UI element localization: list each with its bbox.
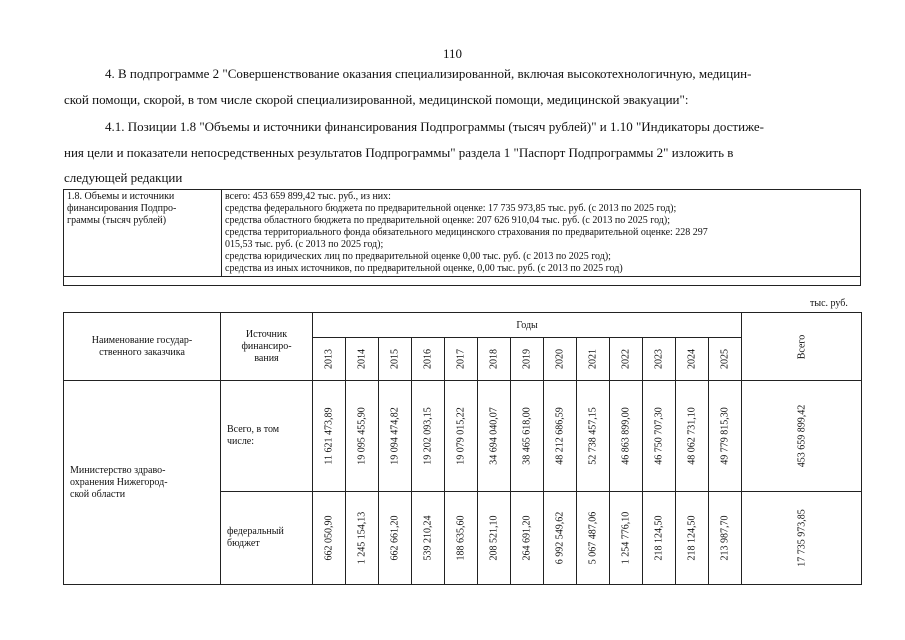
position-label-line: граммы (тысяч рублей) xyxy=(67,215,167,226)
value-cell: 34 694 040,07 xyxy=(478,381,511,492)
total-cell: 453 659 899,42 xyxy=(742,381,862,492)
value-cell: 1 245 154,13 xyxy=(346,492,379,585)
value-cell: 6 992 549,62 xyxy=(544,492,577,585)
year-header: 2021 xyxy=(577,338,610,381)
year-header: 2024 xyxy=(676,338,709,381)
header-years: Годы xyxy=(313,313,742,338)
value-cell: 218 124,50 xyxy=(643,492,676,585)
value-cell: 48 062 731,10 xyxy=(676,381,709,492)
header-source xyxy=(221,313,313,381)
value-cell: 19 095 455,90 xyxy=(346,381,379,492)
source-cell: федеральный бюджет xyxy=(221,492,313,585)
value-cell: 662 661,20 xyxy=(379,492,412,585)
value-cell: 48 212 686,59 xyxy=(544,381,577,492)
customer-line: ской области xyxy=(70,488,126,500)
value-cell: 46 863 899,00 xyxy=(610,381,643,492)
year-header: 2014 xyxy=(346,338,379,381)
value-cell: 5 067 487,06 xyxy=(577,492,610,585)
funding-summary-line: средства из иных источников, по предварительной оценке, 0,00 тыс. руб. (с 2013 по 2025 год) xyxy=(225,263,623,274)
value-cell: 188 635,60 xyxy=(445,492,478,585)
paragraph-1-line-1: 4. В подпрограмме 2 "Совершенствование оказания специализированной, включая высокотехнологичную, медицин- xyxy=(105,66,752,81)
customer-cell xyxy=(64,381,221,585)
funding-table xyxy=(63,312,862,585)
header-customer-line: Наименование государ- xyxy=(91,334,193,346)
funding-summary-line: 015,53 тыс. руб. (с 2013 по 2025 год); xyxy=(225,239,384,250)
value-cell: 208 521,10 xyxy=(478,492,511,585)
value-cell: 662 050,90 xyxy=(313,492,346,585)
value-cell: 38 465 618,00 xyxy=(511,381,544,492)
funding-summary-line: средства юридических лиц по предварительной оценке 0,00 тыс. руб. (с 2013 по 2025 год); xyxy=(225,251,611,262)
funding-summary-line: средства федерального бюджета по предварительной оценке: 17 735 973,85 тыс. руб. (с 2013 по 2025 год); xyxy=(225,203,677,214)
value-cell: 46 750 707,30 xyxy=(643,381,676,492)
value-cell: 11 621 473,89 xyxy=(313,381,346,492)
paragraph-1-line-2: ской помощи, скорой, в том числе скорой специализированной, медицинской помощи, медицинской эвакуации": xyxy=(64,92,689,107)
paragraph-2-line-1: 4.1. Позиции 1.8 "Объемы и источники финансирования Подпрограммы (тысяч рублей)" и 1.10 "Индикаторы достиже- xyxy=(105,119,764,134)
year-header: 2013 xyxy=(313,338,346,381)
header-source-line: Источник xyxy=(245,328,288,340)
value-cell: 52 738 457,15 xyxy=(577,381,610,492)
position-1-8-table xyxy=(63,189,861,286)
year-header: 2015 xyxy=(379,338,412,381)
value-cell: 218 124,50 xyxy=(676,492,709,585)
year-header: 2017 xyxy=(445,338,478,381)
funding-summary-line: средства областного бюджета по предварительной оценке: 207 626 910,04 тыс. руб. (с 2013 по 2025 год); xyxy=(225,215,670,226)
position-content-cell xyxy=(222,190,861,277)
table-row xyxy=(64,381,862,492)
unit-label: тыс. руб. xyxy=(810,298,848,309)
paragraph-2-line-2: ния цели и показатели непосредственных результатов Подпрограммы" раздела 1 "Паспорт Подпрограммы 2" изложить в xyxy=(64,145,734,160)
header-total-text: Всего xyxy=(796,334,808,359)
year-header: 2023 xyxy=(643,338,676,381)
paragraph-2-line-3: следующей редакции xyxy=(64,170,183,185)
position-label-line: финансирования Подпро- xyxy=(67,203,177,214)
position-label-line: 1.8. Объемы и источники xyxy=(67,191,175,202)
funding-summary-line: средства территориального фонда обязательного медицинского страхования по предварительной оценке: 228 297 xyxy=(225,227,708,238)
header-source-line: вания xyxy=(254,352,279,364)
year-header: 2020 xyxy=(544,338,577,381)
value-cell: 19 202 093,15 xyxy=(412,381,445,492)
total-cell: 17 735 973,85 xyxy=(742,492,862,585)
page-number: 110 xyxy=(442,46,463,61)
header-total xyxy=(742,313,862,381)
value-cell: 19 079 015,22 xyxy=(445,381,478,492)
value-cell: 1 254 776,10 xyxy=(610,492,643,585)
year-header: 2022 xyxy=(610,338,643,381)
header-customer xyxy=(64,313,221,381)
customer-line: охранения Нижегород- xyxy=(70,476,168,488)
header-customer-line: ственного заказчика xyxy=(99,346,185,358)
value-cell: 264 691,20 xyxy=(511,492,544,585)
year-header: 2019 xyxy=(511,338,544,381)
header-source-line: финансиро- xyxy=(241,340,292,352)
position-label-cell xyxy=(64,190,222,277)
spacer-row xyxy=(64,277,861,286)
year-header: 2025 xyxy=(709,338,742,381)
source-cell: Всего, в том числе: xyxy=(221,381,313,492)
customer-line: Министерство здраво- xyxy=(70,464,166,476)
funding-summary-line: всего: 453 659 899,42 тыс. руб., из них: xyxy=(225,191,391,202)
value-cell: 19 094 474,82 xyxy=(379,381,412,492)
value-cell: 213 987,70 xyxy=(709,492,742,585)
value-cell: 539 210,24 xyxy=(412,492,445,585)
value-cell: 49 779 815,30 xyxy=(709,381,742,492)
year-header: 2016 xyxy=(412,338,445,381)
year-header: 2018 xyxy=(478,338,511,381)
